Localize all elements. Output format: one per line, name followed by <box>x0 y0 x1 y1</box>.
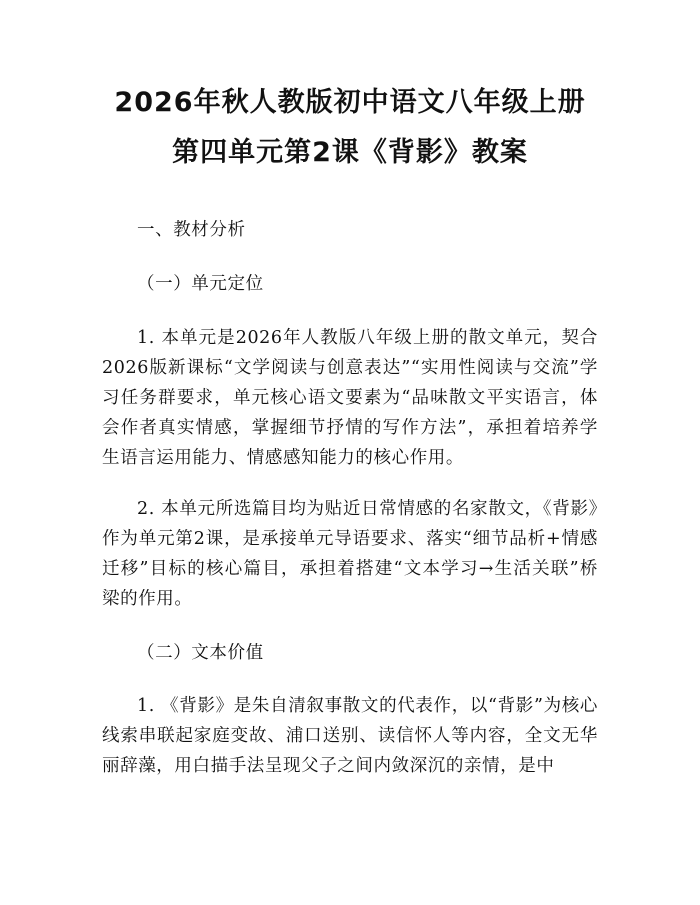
paragraph-unit-positioning-2: 2. 本单元所选篇目均为贴近日常情感的名家散文，《背影》作为单元第2课，是承接单元导语要求、落实“细节品析+情感迁移”目标的核心篇目，承担着搭建“文本学习→生活关联”桥梁的作用。 <box>102 499 598 609</box>
subsection-heading-unit-positioning: （一）单元定位 <box>137 274 264 294</box>
document-body <box>102 216 598 781</box>
paragraph-unit-positioning-1: 1. 本单元是2026年人教版八年级上册的散文单元，契合2026版新课标“文学阅读与创意表达”“实用性阅读与交流”学习任务群要求，单元核心语文要素为“品味散文平实语言，体会作者真实情感，掌握细节抒情的写作方法”，承担着培养学生语言运用能力、情感感知能力的核心作用。 <box>102 328 598 468</box>
document-title: 2026年秋人教版初中语文八年级上册第四单元第2课《背影》教案 <box>114 87 586 168</box>
subsection-heading-text-value: （二）文本价值 <box>137 643 264 663</box>
paragraph-text-value-1: 1. 《背影》是朱自清叙事散文的代表作，以“背影”为核心线索串联起家庭变故、浦口送别、读信怀人等内容，全文无华丽辞藻，用白描手法呈现父子之间内敛深沉的亲情，是中 <box>102 696 598 776</box>
section-heading-teaching-material-analysis: 一、教材分析 <box>137 220 246 240</box>
